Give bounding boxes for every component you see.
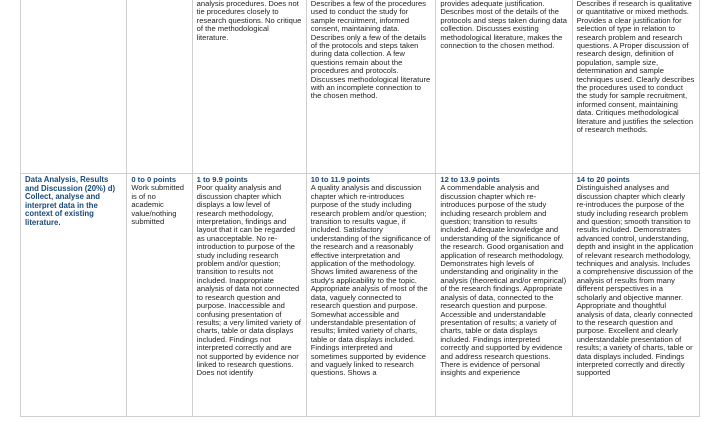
rubric-cell: 12 to 13.9 points A commendable analysis and discussion chapter which re-introduces purpose of the study including research problem and question; transition to results included. Adequate knowledge and understanding of the significance of the research. Good organisation and application of research methodology. Demonstrates high levels of understanding and originality in the analysis (theoretical and/or empirical) of the research findings. Appropriate analysis of data, connected to the research question and purpose. Accessible and understandable presentation of results; a variety of charts, table or data displays included. Findings interpreted correctly and supported by evidence and address research questions. There is evidence of personal insights and experience <box>436 174 572 417</box>
rubric-cell: analysis procedures. Does not tie procedures closely to research questions. No critique of the methodological literature. <box>192 0 306 174</box>
table-row <box>21 174 700 417</box>
rubric-cell: 14 to 20 points Distinguished analyses and discussion chapter which clearly re-introduces the purpose of the study including research problem and question; smooth transition to results included. Demonstrates advanced control, understanding, depth and insight in the application of relevant research methodology, techniques and analysis. Includes a comprehensive discussion of the analysis of results from many different perspectives in a scholarly and objective manner. Appropriate and thoughtful analysis of data, clearly connected to the research question and purpose. Excellent and clearly understandable presentation of results; a variety of charts, table or data displays included. Findings interpreted correctly and directly supported <box>572 174 699 417</box>
rubric-cell: 10 to 11.9 points A quality analysis and discussion chapter which re-introduces purpose of the study including research problem and/or question; transition to results vague, if included. Satisfactory understanding of the significance of the research and a reasonably effective interpretation and application of the methodology. Shows limited awareness of the study's applicability to the topic. Appropriate analysis of most of the data, vaguely connected to research question and purpose. Somewhat accessible and understandable presentation of results; limited variety of charts, table or data displays included. Findings interpreted and sometimes supported by evidence and vaguely linked to research questions. Shows a <box>306 174 436 417</box>
rubric-cell <box>127 0 192 174</box>
rubric-cell: 0 to 0 points Work submitted is of no academic value/nothing submitted <box>127 174 192 417</box>
rubric-cell: Describes a few of the procedures used to conduct the study for sample recruitment, informed consent, maintaining data. Describes only a few of the details of the protocols and steps taken during data collection. A few questions remain about the procedures and protocols. Discusses methodological literature with an incomplete connection to the chosen method. <box>306 0 436 174</box>
criterion-cell: Data Analysis, Results and Discussion (20%) d) Collect, analyse and interpret data in the context of existing literature. <box>21 174 127 417</box>
criterion-cell <box>21 0 127 174</box>
rubric-table <box>20 0 700 417</box>
rubric-cell: provides adequate justification. Describes most of the details of the protocols and steps taken during data collection. Discusses existing methodological literature, makes the connection to the chosen method. <box>436 0 572 174</box>
rubric-cell: Describes if research is qualitative or quantitative or mixed methods. Provides a clear justification for selection of type in relation to research problem and research questions. A Proper discussion of research design, definition of population, sample size, determination and sample techniques used. Clearly describes the procedures used to conduct the study for sample recruitment, informed consent, maintaining data. Critiques methodological literature and justifies the selection of research methods. <box>572 0 699 174</box>
rubric-cell: 1 to 9.9 points Poor quality analysis and discussion chapter which displays a low level of research methodology, interpretation, findings and layout that it can be regarded as unacceptable. No re-introduction to purpose of the study including research problem and/or question; transition to results not included. Inappropriate analysis of data not connected to research question and purpose. Inaccessible and confusing presentation of results; a very limited variety of charts, table or data displays included. Findings not interpreted correctly and are not supported by evidence nor linked to research questions. Does not identify <box>192 174 306 417</box>
table-row <box>21 0 700 174</box>
